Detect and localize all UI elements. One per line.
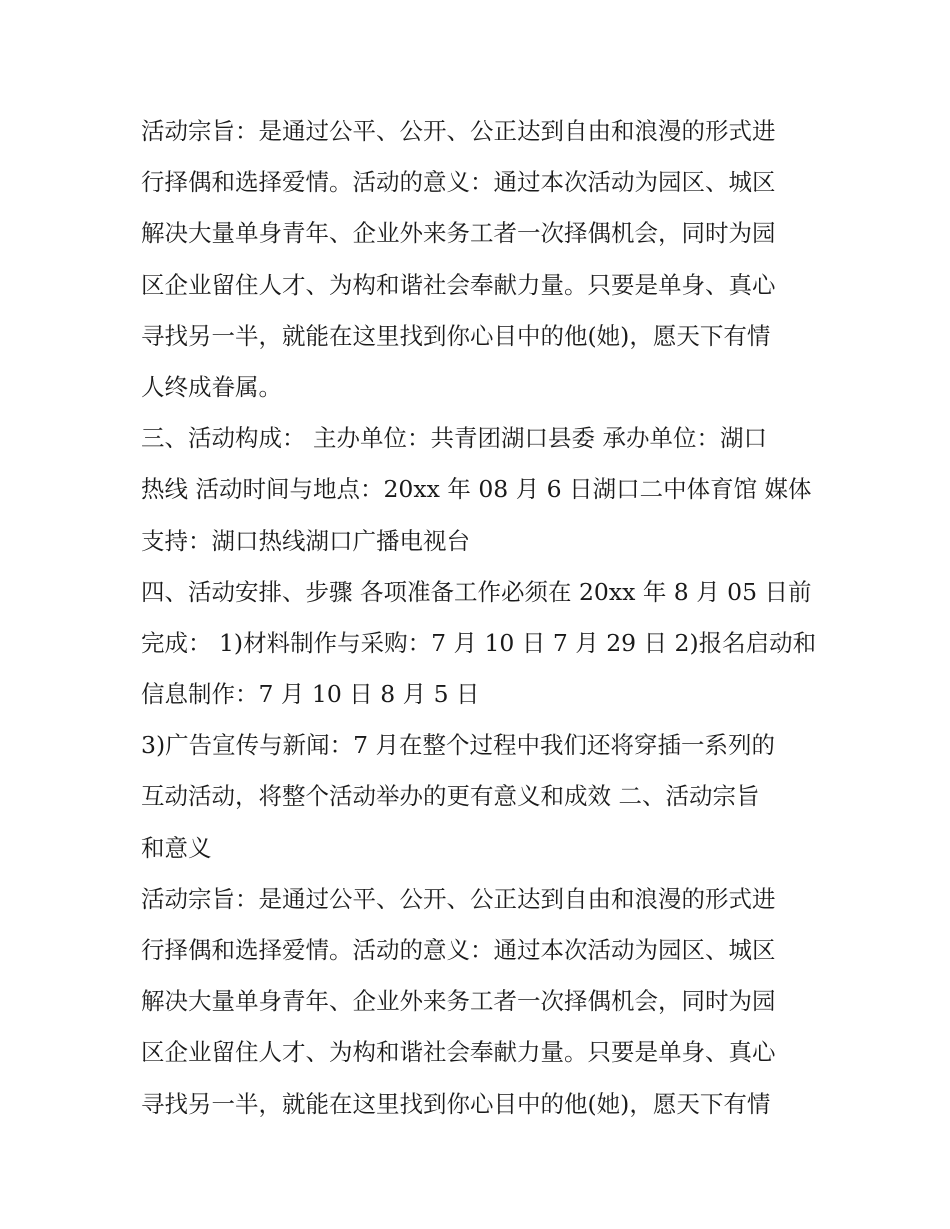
text-line: 解决大量单身青年、企业外来务工者一次择偶机会，同时为园 — [141, 987, 776, 1016]
text-line: 支持：湖口热线湖口广播电视台 — [141, 526, 470, 555]
section-heading-line: 三、活动构成： 主办单位：共青团湖口县委 承办单位：湖口 — [141, 424, 767, 453]
text-line: 热线 活动时间与地点：20xx 年 08 月 6 日湖口二中体育馆 媒体 — [141, 475, 812, 504]
text-line: 解决大量单身青年、企业外来务工者一次择偶机会，同时为园 — [141, 219, 776, 248]
text-line: 行择偶和选择爱情。活动的意义：通过本次活动为园区、城区 — [141, 936, 776, 964]
document-body — [141, 106, 831, 1130]
text-line: 行择偶和选择爱情。活动的意义：通过本次活动为园区、城区 — [141, 168, 776, 197]
text-line: 完成： 1)材料制作与采购：7 月 10 日 7 月 29 日 2)报名启动和 — [141, 628, 817, 657]
text-line: 信息制作：7 月 10 日 8 月 5 日 — [141, 680, 480, 709]
section-heading-line: 四、活动安排、步骤 各项准备工作必须在 20xx 年 8 月 05 日前 — [141, 577, 812, 606]
text-line: 区企业留住人才、为构和谐社会奉献力量。只要是单身、真心 — [141, 1038, 776, 1067]
text-line: 和意义 — [141, 833, 212, 862]
text-line: 3)广告宣传与新闻：7 月在整个过程中我们还将穿插一系列的 — [141, 731, 776, 760]
text-line: 寻找另一半，就能在这里找到你心目中的他(她)，愿天下有情 — [141, 321, 771, 350]
text-line: 活动宗旨：是通过公平、公开、公正达到自由和浪漫的形式进 — [141, 884, 776, 913]
text-line: 寻找另一半，就能在这里找到你心目中的他(她)，愿天下有情 — [141, 1089, 771, 1118]
text-line: 人终成眷属。 — [141, 372, 282, 401]
text-line: 活动宗旨：是通过公平、公开、公正达到自由和浪漫的形式进 — [141, 117, 776, 145]
text-line: 互动活动，将整个活动举办的更有意义和成效 二、活动宗旨 — [141, 782, 760, 811]
text-line: 区企业留住人才、为构和谐社会奉献力量。只要是单身、真心 — [141, 270, 776, 299]
